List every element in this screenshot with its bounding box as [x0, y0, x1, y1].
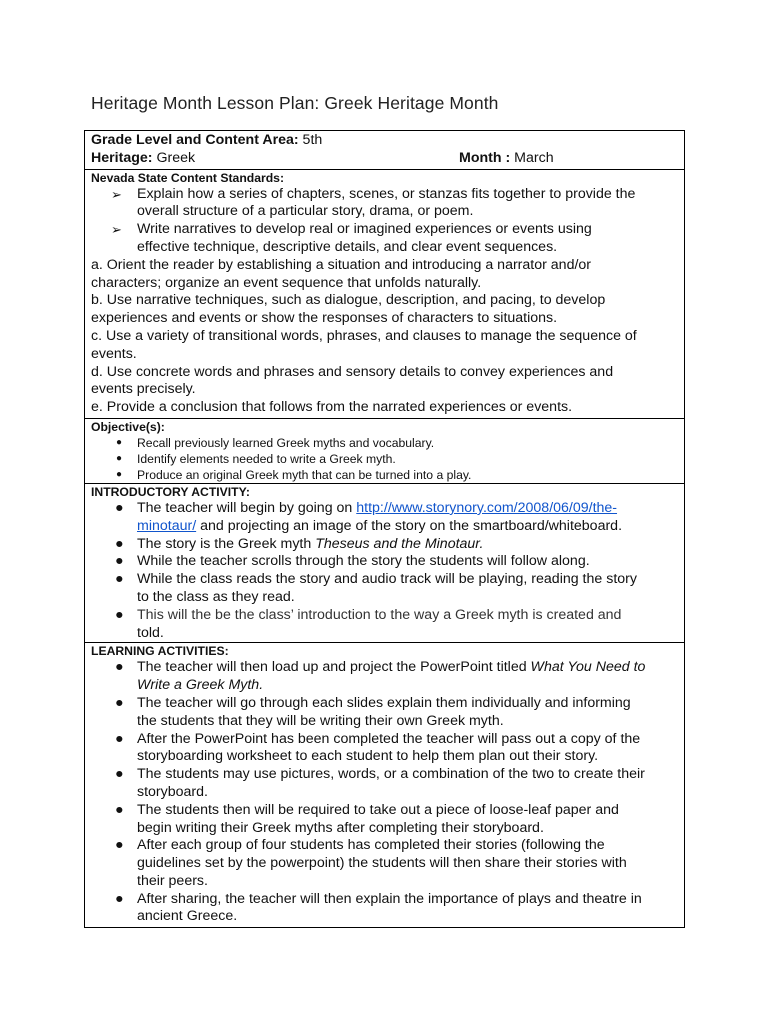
bullet-icon: ●	[115, 499, 124, 516]
learning-text: The teacher will then load up and project the PowerPoint titled	[137, 659, 531, 676]
learning-line: storyboarding worksheet to each student to help them plan out their story.	[137, 748, 599, 765]
intro-line	[137, 518, 678, 536]
learning-line: guidelines set by the powerpoint) the students will then share their stories with	[137, 855, 627, 872]
learning-line	[137, 677, 678, 695]
standard-arrow-item	[91, 186, 678, 222]
learning-line: storyboard.	[137, 783, 208, 800]
objectives-heading: Objective(s):	[91, 419, 165, 434]
grade-value: 5th	[298, 132, 323, 148]
learning-line	[137, 659, 678, 677]
bullet-icon: ●	[115, 801, 124, 818]
heritage-label: Heritage:	[91, 149, 153, 166]
bullet-icon: ●	[115, 659, 124, 676]
intro-text: The teacher will begin by going on	[137, 499, 357, 516]
learning-heading: LEARNING ACTIVITIES:	[91, 644, 229, 659]
bullet-icon: ●	[115, 837, 124, 854]
powerpoint-title: What You Need to	[530, 659, 646, 676]
learning-item	[91, 802, 678, 838]
learning-line: The teacher will go through each slides explain them individually and informing	[137, 694, 631, 711]
bullet-icon: ●	[115, 535, 124, 552]
objective-item	[91, 467, 678, 483]
learning-line: ancient Greece.	[137, 908, 238, 925]
learning-line: the students that they will be writing their own Greek myth.	[137, 712, 504, 729]
storynory-link-continued[interactable]: minotaur/	[137, 517, 197, 534]
objective-text: Produce an original Greek myth that can be turned into a play.	[137, 467, 472, 482]
intro-line	[137, 500, 678, 518]
standard-text: c. Use a variety of transitional words, phrases, and clauses to manage the sequence of	[91, 327, 637, 344]
standard-line: effective technique, descriptive details, and clear event sequences.	[137, 238, 558, 255]
intro-item	[91, 571, 678, 607]
intro-line: to the class as they read.	[137, 588, 295, 605]
arrow-bullet-icon: ➢	[111, 186, 122, 202]
bullet-icon: ●	[115, 766, 124, 783]
learning-line: The students then will be required to take out a piece of loose-leaf paper and	[137, 801, 619, 818]
objective-item	[91, 451, 678, 467]
intro-line: While the teacher scrolls through the story the students will follow along.	[137, 553, 590, 570]
learning-item	[91, 891, 678, 927]
learning-item	[91, 837, 678, 890]
standards-section	[85, 170, 684, 419]
standard-text: experiences and events or show the responses of characters to situations.	[91, 310, 558, 327]
grade-label: Grade Level and Content Area:	[91, 132, 299, 148]
month-label: Month :	[459, 149, 511, 166]
heritage-value: Greek	[152, 149, 196, 166]
intro-heading: INTRODUCTORY ACTIVITY:	[91, 484, 250, 499]
intro-line: While the class reads the story and audio track will be playing, reading the story	[137, 571, 637, 588]
learning-line: begin writing their Greek myths after completing their storyboard.	[137, 819, 544, 836]
standard-line: Explain how a series of chapters, scenes, or stanzas fits together to provide the	[137, 185, 636, 202]
standard-text: characters; organize an event sequence that unfolds naturally.	[91, 274, 482, 291]
intro-item	[91, 500, 678, 536]
standard-text: d. Use concrete words and phrases and sensory details to convey experiences and	[91, 363, 614, 380]
learning-section	[85, 643, 684, 927]
standard-text: events precisely.	[91, 381, 196, 398]
learning-line: After the PowerPoint has been completed the teacher will pass out a copy of the	[137, 730, 641, 747]
month-value: March	[510, 149, 554, 166]
heritage-row	[91, 150, 678, 168]
learning-item	[91, 659, 678, 695]
intro-text: The story is the Greek myth	[137, 535, 316, 552]
standard-text: e. Provide a conclusion that follows from the narrated experiences or events.	[91, 399, 573, 416]
objective-item	[91, 435, 678, 451]
bullet-icon: ●	[116, 436, 123, 448]
storynory-link[interactable]: http://www.storynory.com/2008/06/09/the-	[356, 499, 618, 516]
bullet-icon: ●	[115, 890, 124, 907]
intro-section	[85, 484, 684, 643]
standard-line: Write narratives to develop real or imagined experiences or events using	[137, 221, 592, 238]
bullet-icon: ●	[116, 452, 123, 464]
grade-row	[91, 132, 678, 150]
intro-line	[137, 536, 678, 554]
standard-text: b. Use narrative techniques, such as dialogue, description, and pacing, to develop	[91, 292, 606, 309]
learning-line: The students may use pictures, words, or a combination of the two to create their	[137, 766, 645, 783]
objectives-section	[85, 419, 684, 484]
learning-item	[91, 731, 678, 767]
bullet-icon: ●	[115, 606, 124, 623]
objective-text: Identify elements needed to write a Greek myth.	[137, 451, 396, 466]
lesson-plan-table	[84, 130, 685, 928]
bullet-icon: ●	[115, 553, 124, 570]
intro-item	[91, 553, 678, 571]
document-title: Heritage Month Lesson Plan: Greek Heritage Month	[91, 93, 499, 113]
learning-line: After each group of four students has completed their stories (following the	[137, 837, 605, 854]
learning-line: their peers.	[137, 872, 208, 889]
objective-text: Recall previously learned Greek myths and vocabulary.	[137, 435, 435, 450]
intro-item	[91, 607, 678, 643]
standard-text: events.	[91, 345, 137, 362]
standard-arrow-item	[91, 221, 678, 257]
intro-line: told.	[137, 624, 164, 641]
myth-title: Theseus and the Minotaur.	[315, 535, 484, 552]
powerpoint-title-continued: Write a Greek Myth.	[137, 677, 264, 694]
learning-item	[91, 766, 678, 802]
standard-line: overall structure of a particular story, drama, or poem.	[137, 203, 474, 220]
bullet-icon: ●	[116, 468, 123, 480]
intro-text: and projecting an image of the story on the smartboard/whiteboard.	[196, 517, 623, 534]
learning-item	[91, 695, 678, 731]
month-field	[459, 150, 554, 168]
bullet-icon: ●	[115, 730, 124, 747]
learning-line: After sharing, the teacher will then explain the importance of plays and theatre in	[137, 890, 642, 907]
intro-line: This will the be the class’ introduction to the way a Greek myth is created and	[137, 606, 622, 623]
standard-text: a. Orient the reader by establishing a situation and introducing a narrator and/or	[91, 256, 592, 273]
intro-item	[91, 536, 678, 554]
info-section	[85, 131, 684, 170]
bullet-icon: ●	[115, 571, 124, 588]
bullet-icon: ●	[115, 694, 124, 711]
standards-heading: Nevada State Content Standards:	[91, 170, 285, 185]
arrow-bullet-icon: ➢	[111, 222, 122, 238]
